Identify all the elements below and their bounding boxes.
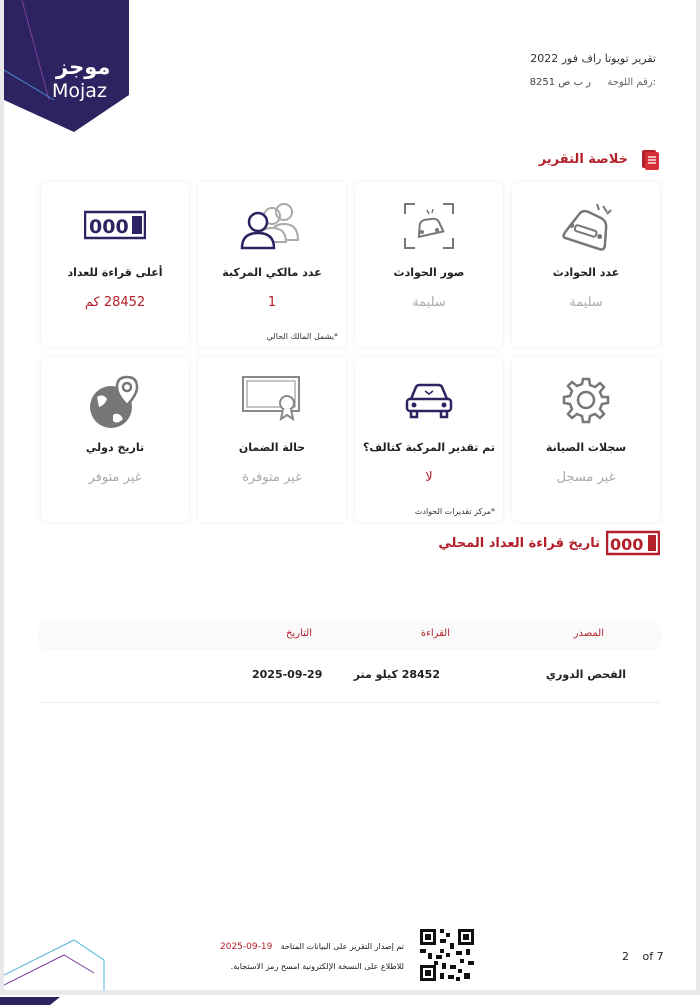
card-label: عدد الحوادث <box>552 266 620 279</box>
svg-text:000: 000 <box>610 535 644 554</box>
column-header-reading: القراءة <box>420 628 450 639</box>
table-divider <box>40 702 660 703</box>
column-header-source: المصدر <box>573 628 604 639</box>
next-page-edge <box>0 995 700 1005</box>
table-cell-source: الفحص الدوري <box>545 668 626 681</box>
table-cell-reading: 28452 كيلو متر <box>353 668 440 681</box>
card-value: سليمة <box>412 295 446 310</box>
qr-code[interactable] <box>416 925 478 985</box>
card-total-loss <box>355 357 503 522</box>
owners-icon <box>198 200 346 252</box>
issue-date: 2025-09-19 <box>220 942 273 952</box>
card-label: حالة الضمان <box>238 441 306 454</box>
card-accidents-count <box>512 182 660 347</box>
card-label: صور الحوادث <box>393 266 465 279</box>
card-owners-count <box>198 182 346 347</box>
certificate-icon <box>198 375 346 427</box>
card-label: سجلات الصيانة <box>545 441 627 454</box>
card-label: عدد مالكي المركبة <box>222 266 322 279</box>
card-label: تم تقدير المركبة كتالف؟ <box>363 441 495 454</box>
card-warranty-status <box>198 357 346 522</box>
qr-instruction: للاطلاع على النسخة الإلكترونية امسح رمز الاستجابة. <box>230 962 404 971</box>
document-icon <box>640 149 660 175</box>
summary-title: خلاصة التقرير <box>538 152 628 167</box>
card-value: 28452 كم <box>84 295 146 310</box>
card-max-odometer <box>41 182 189 347</box>
card-note: *مركز تقديرات الحوادث <box>414 507 495 516</box>
accident-photo-icon <box>355 200 503 252</box>
gear-icon <box>512 375 660 427</box>
odometer-icon <box>606 530 660 560</box>
report-title: تقرير تويوتا راف فور 2022 <box>530 52 656 65</box>
card-international-history <box>41 357 189 522</box>
card-label: تاريخ دولي <box>85 441 145 454</box>
car-front-icon <box>355 375 503 427</box>
plate-value: ر ب ص 8251 <box>529 77 591 88</box>
card-value: غير متوفرة <box>242 470 302 485</box>
card-value: غير متوفر <box>88 470 142 485</box>
card-maintenance-records <box>512 357 660 522</box>
logo-text-ar: موجز <box>56 55 111 79</box>
column-header-date: التاريخ <box>286 628 312 639</box>
plate-label: رقم اللوحة: <box>607 77 656 88</box>
card-value: سليمة <box>569 295 603 310</box>
odometer-icon <box>41 200 189 252</box>
issued-text: تم إصدار التقرير على البيانات المتاحة <box>280 942 404 951</box>
mojaz-logo <box>4 0 129 135</box>
report-page <box>4 0 696 990</box>
card-value: غير مسجل <box>556 470 616 485</box>
card-note: *يشمل المالك الحالي <box>266 332 338 341</box>
card-value: لا <box>425 470 433 485</box>
card-accident-photos <box>355 182 503 347</box>
svg-text:000: 000 <box>89 216 129 238</box>
page-number <box>622 950 664 963</box>
odometer-history-title: تاريخ قراءة العداد المحلي <box>438 536 600 551</box>
table-cell-date: 2025-09-29 <box>252 668 323 681</box>
globe-pin-icon <box>41 375 189 427</box>
page-total: of 7 <box>642 950 664 963</box>
card-value: 1 <box>267 295 277 310</box>
page-current: 2 <box>622 950 629 963</box>
card-label: أعلى قراءة للعداد <box>67 266 163 279</box>
decorative-lines <box>4 935 114 990</box>
table-header <box>40 622 660 648</box>
damaged-car-icon <box>512 200 660 252</box>
logo-text-en: Mojaz <box>52 80 107 102</box>
